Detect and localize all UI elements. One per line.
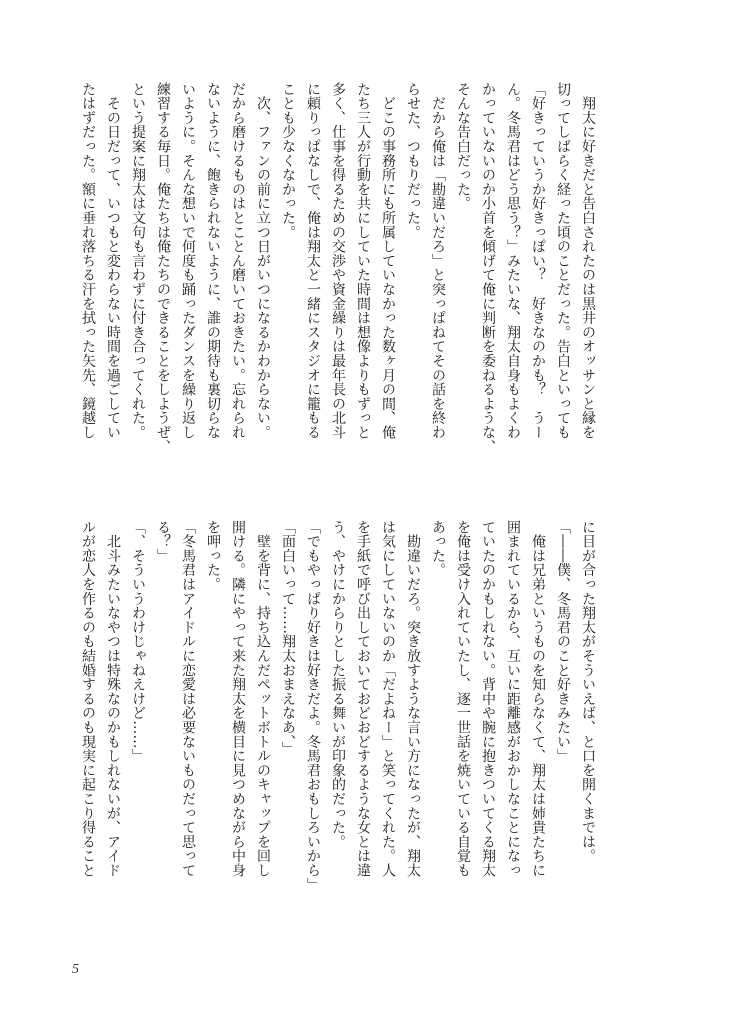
text-line: らせた、つもりだった。 bbox=[405, 82, 421, 240]
text-line: たはずだった。額に垂れ落ちる汗を拭った矢先、鏡越し bbox=[80, 82, 96, 440]
text-line: 勘違いだろ。突き放すような言い方になったが、翔太 bbox=[405, 520, 421, 878]
text-line: 翔太に好きだと告白されたのは黒井のオッサンと縁を bbox=[580, 82, 596, 440]
text-line: 俺は兄弟というものを知らなくて、翔太は姉貴たちに bbox=[530, 520, 546, 878]
text-line: 次、ファンの前に立つ日がいつになるかわからない。 bbox=[255, 82, 271, 440]
text-line: に頼りっぱなしで、俺は翔太と一緒にスタジオに籠もる bbox=[305, 82, 321, 440]
text-line: いように。そんな想いで何度も踊ったダンスを繰り返し bbox=[180, 82, 196, 440]
text-line: は気にしていないのか「だよねー」と笑ってくれた。人 bbox=[380, 520, 396, 878]
text-line: 練習する毎日。俺たちは俺たちのできることをしようぜ、 bbox=[155, 82, 171, 454]
text-line: 囲まれているから、互いに距離感がおかしなことになっ bbox=[505, 520, 521, 878]
text-line: る？」 bbox=[155, 520, 171, 563]
text-line: という提案に翔太は文句も言わずに付き合ってくれた。 bbox=[130, 82, 146, 440]
text-line: ん。冬馬君はどう思う？」みたいな、翔太自身もよくわ bbox=[505, 82, 521, 440]
text-line: を俺は受け入れていたし、逐一世話を焼いている自覚も bbox=[455, 520, 471, 878]
text-line: 切ってしばらく経った頃のことだった。告白といっても bbox=[555, 82, 571, 440]
text-line: その日だって、いつもと変わらない時間を過ごしてい bbox=[105, 82, 121, 440]
text-line: そんな告白だった。 bbox=[455, 82, 471, 211]
text-line: う、やけにからりとした振る舞いが印象的だった。 bbox=[330, 520, 346, 849]
text-line: に目が合った翔太がそういえば、と口を開くまでは。 bbox=[580, 520, 596, 864]
text-line: 壁を背に、持ち込んだペットボトルのキャップを回し bbox=[255, 520, 271, 878]
text-block-top bbox=[75, 82, 600, 512]
text-line: 「、そういうわけじゃねえけど……」 bbox=[130, 520, 146, 764]
text-line: だから俺は「勘違いだろ」と突っぱねてその話を終わ bbox=[430, 82, 446, 440]
page-number: 5 bbox=[72, 962, 79, 977]
text-line: 「でもやっぱり好きは好きだよ。冬馬君おもしろいから」 bbox=[305, 520, 321, 892]
text-line: ないように、飽きられないように、誰の期待も裏切らな bbox=[205, 82, 221, 440]
text-line: 「面白いって……翔太おまえなあ、」 bbox=[280, 520, 296, 757]
text-line: だから磨けるものはとことん磨いておきたい。忘れられ bbox=[230, 82, 246, 440]
text-line: ルが恋人を作るのも結婚するのも現実に起こり得ること bbox=[80, 520, 96, 878]
text-line: ことも少なくなかった。 bbox=[280, 82, 296, 240]
text-block-bottom bbox=[75, 520, 600, 950]
text-line: 「好きっていうか好きっぽい？ 好きなのかも？ うー bbox=[530, 82, 546, 440]
text-line: ていたのかもしれない。背中や腕に抱きついてくる翔太 bbox=[480, 520, 496, 878]
text-line: あった。 bbox=[430, 520, 446, 578]
text-line: 北斗みたいなやつは特殊なのかもしれないが、アイド bbox=[105, 520, 121, 878]
text-line: 開ける。隣にやって来た翔太を横目に見つめながら中身 bbox=[230, 520, 246, 878]
text-line: を手紙で呼び出しておいておどおどするような女とは違 bbox=[355, 520, 371, 878]
text-line: かっていないのか小首を傾げて俺に判断を委ねるような、 bbox=[480, 82, 496, 454]
text-line: どこの事務所にも所属していなかった数ヶ月の間、俺 bbox=[380, 82, 396, 440]
text-line: たち三人が行動を共にしていた時間は想像よりもずっと bbox=[355, 82, 371, 440]
text-line: 多く、仕事を得るための交渉や資金繰りは最年長の北斗 bbox=[330, 82, 346, 440]
text-line: を呷った。 bbox=[205, 520, 221, 592]
text-line: 「冬馬君はアイドルに恋愛は必要ないものだって思って bbox=[180, 520, 196, 878]
text-line: 「――僕、冬馬君のこと好きみたい」 bbox=[555, 520, 571, 764]
